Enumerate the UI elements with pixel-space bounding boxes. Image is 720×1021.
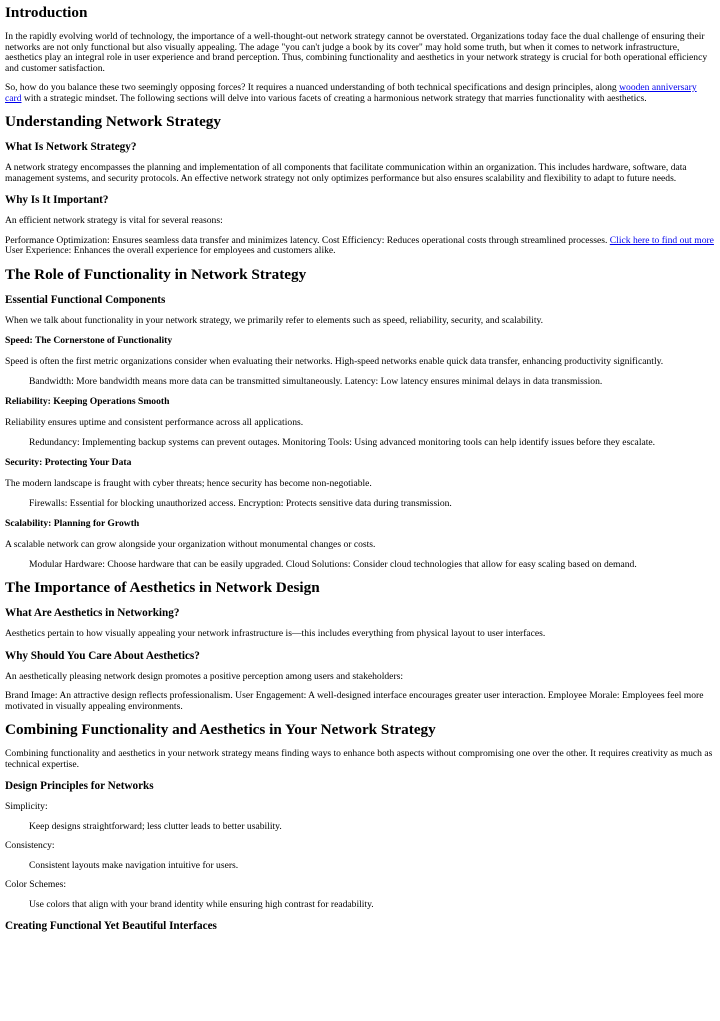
essential-components-paragraph: When we talk about functionality in your network strategy, we primarily refer to elements such as speed, reliability, security, and scalability. (5, 314, 544, 326)
color-schemes-quote: Use colors that align with your brand identity while ensuring high contrast for readability. (29, 898, 374, 910)
scalability-paragraph: A scalable network can grow alongside your organization without monumental changes or costs. (5, 539, 376, 550)
understanding-heading: Understanding Network Strategy (5, 113, 221, 130)
introduction-heading: Introduction (5, 4, 88, 21)
reasons-text: Performance Optimization: Ensures seamless data transfer and minimizes latency. Cost Efficiency: Reduces operational costs through streamlined processes. (5, 234, 610, 246)
speed-heading: Speed: The Cornerstone of Functionality (5, 335, 173, 346)
simplicity-quote: Keep designs straightforward; less clutter leads to better usability. (29, 820, 282, 832)
functionality-heading: The Role of Functionality in Network Strategy (5, 265, 307, 283)
speed-paragraph: Speed is often the first metric organizations consider when evaluating their networks. High-speed networks enable quick data transfer, enhancing productivity significantly. (5, 356, 664, 367)
scalability-quote: Modular Hardware: Choose hardware that can be easily upgraded. Cloud Solutions: Consider cloud technologies that allow for easy scaling based on demand. (29, 558, 637, 570)
what-are-aesthetics-heading: What Are Aesthetics in Networking? (5, 607, 180, 619)
what-is-paragraph: A network strategy encompasses the planning and implementation of all components that facilitate communication within an organization. This includes hardware, software, data management systems, and security protocols. An effective network strategy not only optimizes performance but also ensures scalability and flexibility to adapt to future needs. (5, 162, 687, 184)
reasons-text-end: User Experience: Enhances the overall experience for employees and customers alike. (5, 245, 336, 256)
why-care-heading: Why Should You Care About Aesthetics? (5, 649, 200, 662)
why-important-paragraph: An efficient network strategy is vital for several reasons: (5, 215, 223, 226)
combining-heading: Combining Functionality and Aesthetics in Your Network Strategy (5, 721, 436, 738)
speed-quote: Bandwidth: More bandwidth means more data can be transmitted simultaneously. Latency: Low latency ensures minimal delays in data transmission. (29, 375, 603, 387)
security-heading: Security: Protecting Your Data (5, 457, 132, 468)
wooden-anniversary-card-link[interactable]: wooden anniversary card (5, 82, 697, 104)
security-quote: Firewalls: Essential for blocking unauthorized access. Encryption: Protects sensitive data during transmission. (29, 497, 452, 509)
consistency-label: Consistency: (5, 840, 55, 851)
intro-p2-text: So, how do you balance these two seemingly opposing forces? It requires a nuanced understanding of both technical specifications and design principles, along (5, 82, 620, 93)
article (0, 4, 720, 933)
security-paragraph: The modern landscape is fraught with cyber threats; hence security has become non-negotiable. (5, 478, 372, 489)
design-principles-heading: Design Principles for Networks (5, 780, 154, 792)
why-care-paragraph: An aesthetically pleasing network design promotes a positive perception among users and stakeholders: (5, 670, 404, 682)
consistency-quote: Consistent layouts make navigation intuitive for users. (29, 859, 239, 871)
color-schemes-label: Color Schemes: (5, 879, 67, 890)
scalability-heading: Scalability: Planning for Growth (5, 518, 140, 529)
reliability-paragraph: Reliability ensures uptime and consistent performance across all applications. (5, 417, 304, 428)
simplicity-label: Simplicity: (5, 801, 48, 812)
what-is-heading: What Is Network Strategy? (5, 141, 137, 153)
combining-paragraph: Combining functionality and aesthetics in your network strategy means finding ways to enhance both aspects without compromising one over the other. It requires creativity as much as technical expertise. (5, 748, 713, 770)
reasons-paragraph (5, 236, 715, 257)
aesthetics-benefits-paragraph: Brand Image: An attractive design reflects professionalism. User Engagement: A well-designed interface encourages greater user interaction. Employee Morale: Employees feel more motivated in visually appealing environments. (5, 690, 704, 712)
reliability-heading: Reliability: Keeping Operations Smooth (5, 396, 170, 407)
aesthetics-heading: The Importance of Aesthetics in Network Design (5, 579, 320, 596)
essential-components-heading: Essential Functional Components (5, 293, 166, 306)
why-important-heading: Why Is It Important? (5, 194, 109, 206)
reliability-quote: Redundancy: Implementing backup systems can prevent outages. Monitoring Tools: Using advanced monitoring tools can help identify issues before they escalate. (29, 436, 656, 448)
intro-paragraph: In the rapidly evolving world of technology, the importance of a well-thought-out network strategy cannot be overstated. Organizations today face the dual challenge of ensuring their networks are not only functional but also visually appealing. The adage "you can't judge a book by its cover" may hold some truth, but when it comes to network infrastructure, aesthetics play an integral role in user experience and brand perception. Thus, combining functionality and aesthetics in your network strategy is crucial for both operational efficiency and customer satisfaction. (5, 31, 708, 74)
intro-p2-text-end: with a strategic mindset. The following sections will delve into various facets of creating a harmonious network strategy that marries functionality with aesthetics. (21, 92, 647, 104)
interfaces-heading: Creating Functional Yet Beautiful Interfaces (5, 920, 217, 932)
what-are-aesthetics-paragraph: Aesthetics pertain to how visually appealing your network infrastructure is—this includes everything from physical layout to user interfaces. (5, 628, 546, 639)
intro-paragraph-2 (5, 83, 715, 104)
find-out-more-link[interactable]: Click here to find out more (609, 234, 714, 246)
